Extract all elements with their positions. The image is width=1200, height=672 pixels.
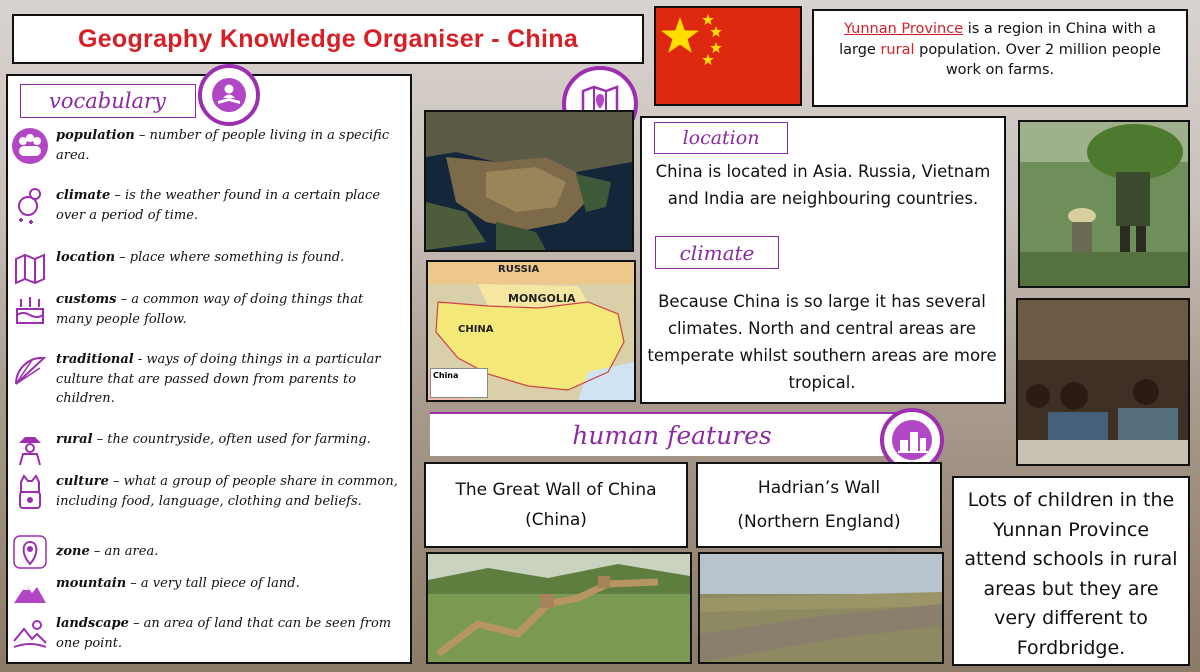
location-pin-icon — [10, 532, 50, 572]
farmer-photo — [1018, 120, 1190, 288]
vocab-definition: – place where something is found. — [115, 250, 345, 265]
vocab-item-location — [10, 248, 408, 288]
vocab-item-rural — [10, 430, 408, 470]
vocab-definition: – an area. — [89, 544, 159, 559]
vocab-term: landscape — [56, 616, 129, 631]
china-flag — [654, 6, 802, 106]
vocab-definition: – the countryside, often used for farming. — [92, 432, 371, 447]
flag-stars-icon — [656, 8, 800, 104]
great-wall-photo — [426, 552, 692, 664]
vocab-term: culture — [56, 474, 109, 489]
map-label-china: CHINA — [458, 324, 494, 335]
map-legend: China — [430, 368, 488, 398]
mountain-icon — [10, 570, 50, 610]
book-badge-icon — [198, 64, 260, 126]
schools-text-box: Lots of children in the Yunnan Province attend schools in rural areas but they are very different to Fordbridge. — [952, 476, 1190, 666]
yunnan-info-box — [812, 9, 1188, 107]
satellite-map-image — [424, 110, 634, 252]
vocab-definition: - ways of doing things in a particular culture that are passed down from parents to children. — [56, 352, 381, 406]
map-label-mongolia: MONGOLIA — [508, 292, 576, 305]
great-wall-box — [424, 462, 688, 548]
great-wall-title: The Great Wall of China — [455, 480, 657, 500]
vocab-definition: – an area of land that can be seen from one point. — [56, 616, 392, 651]
climate-heading: climate — [655, 236, 779, 269]
intro-text-2: population. Over 2 million people work on farms. — [914, 41, 1161, 79]
farmer-icon — [10, 430, 50, 470]
vocab-item-climate — [10, 186, 408, 226]
climate-text: Because China is so large it has several climates. North and central areas are temperate whilst southern areas are more tropical. — [647, 292, 997, 392]
political-map-image — [426, 260, 636, 402]
vocab-item-culture — [10, 472, 408, 512]
vocab-term: location — [56, 250, 116, 265]
great-wall-country: (China) — [525, 510, 587, 530]
vocab-item-population — [10, 126, 408, 166]
intro-text-1: is a region in China with a large — [839, 21, 1157, 58]
vocab-definition: – a very tall piece of land. — [126, 576, 300, 591]
vocab-definition: – what a group of people share in common, including food, language, clothing and beliefs. — [56, 474, 398, 509]
location-text: China is located in Asia. Russia, Vietnam and India are neighbouring countries. — [655, 162, 991, 208]
cake-icon — [10, 290, 50, 330]
vocab-item-traditional — [10, 350, 408, 409]
location-heading: location — [654, 122, 788, 154]
vocab-term: rural — [56, 432, 93, 447]
vocab-term: traditional — [56, 352, 134, 367]
vocab-definition: – is the weather found in a certain place over a period of time. — [56, 188, 381, 223]
vocab-item-customs — [10, 290, 408, 330]
landscape-icon — [10, 614, 50, 654]
map-label-russia: RUSSIA — [498, 264, 540, 275]
yunnan-link-text: Yunnan Province — [843, 21, 964, 37]
vocab-term: population — [56, 128, 135, 143]
page-title: Geography Knowledge Organiser - China — [12, 14, 644, 64]
vocabulary-heading: vocabulary — [20, 84, 196, 118]
intro-rural-word: rural — [880, 41, 915, 58]
vocab-definition: – number of people living in a specific area. — [56, 128, 390, 163]
classroom-photo — [1016, 298, 1190, 466]
vocab-term: zone — [56, 544, 90, 559]
vocab-item-zone — [10, 532, 408, 572]
hadrians-wall-photo — [698, 552, 944, 664]
map-icon — [10, 248, 50, 288]
vocab-definition: – a common way of doing things that many people follow. — [56, 292, 364, 327]
human-features-heading: human features — [430, 412, 914, 456]
vocab-item-landscape — [10, 614, 408, 654]
hadrians-wall-country: (Northern England) — [737, 512, 901, 532]
vocab-term: climate — [56, 188, 111, 203]
vocab-term: customs — [56, 292, 117, 307]
vocab-term: mountain — [56, 576, 127, 591]
fan-icon — [10, 350, 50, 390]
people-icon — [10, 126, 50, 166]
weather-icon — [10, 186, 50, 226]
hadrians-wall-box — [696, 462, 942, 548]
vocab-item-mountain — [10, 570, 408, 610]
hadrians-wall-title: Hadrian’s Wall — [757, 478, 881, 498]
lucky-cat-icon — [10, 472, 50, 512]
